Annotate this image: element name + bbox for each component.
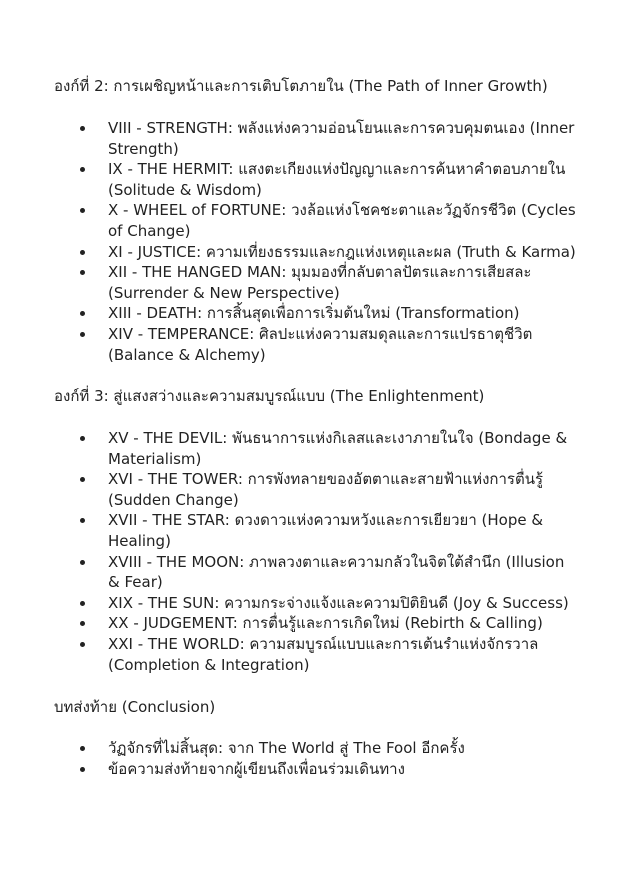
list-item	[0, 200, 629, 241]
list-item-text: วัฏจักรที่ไม่สิ้นสุด: จาก The World สู่ The Fool อีกครั้ง	[108, 739, 465, 757]
list-item-text: XVII - THE STAR: ดวงดาวแห่งความหวังและการเยียวยา (Hope & Healing)	[108, 511, 544, 550]
bullet-icon	[80, 270, 85, 275]
list-item	[0, 159, 629, 200]
list-item-text: XVIII - THE MOON: ภาพลวงตาและความกลัวในจิตใต้สำนึก (Illusion & Fear)	[108, 552, 565, 592]
bullet-icon	[80, 767, 85, 772]
bullet-icon	[80, 208, 85, 213]
list-item-text: VIII - STRENGTH: พลังแห่งความอ่อนโยนและการควบคุมตนเอง (Inner Strength)	[108, 119, 575, 158]
list-item	[0, 242, 629, 263]
act-2-card-list	[0, 118, 629, 365]
section-heading-conclusion: บทส่งท้าย (Conclusion)	[54, 698, 216, 716]
list-item-text: XII - THE HANGED MAN: มุมมองที่กลับตาลปัตรและการเสียสละ (Surrender & New Perspective)	[108, 263, 532, 302]
list-item-text: XI - JUSTICE: ความเที่ยงธรรมและกฎแห่งเหตุและผล (Truth & Karma)	[108, 242, 576, 261]
list-item	[0, 552, 629, 593]
section-heading-act-3: องก์ที่ 3: สู่แสงสว่างและความสมบูรณ์แบบ (The Enlightenment)	[54, 387, 485, 405]
list-item	[0, 759, 629, 780]
bullet-icon	[80, 311, 85, 316]
list-item-text: X - WHEEL of FORTUNE: วงล้อแห่งโชคชะตาและวัฏจักรชีวิต (Cycles of Change)	[108, 201, 576, 240]
list-item	[0, 428, 629, 469]
bullet-icon	[80, 250, 85, 255]
list-item	[0, 324, 629, 365]
bullet-icon	[80, 167, 85, 172]
list-item-text: ข้อความส่งท้ายจากผู้เขียนถึงเพื่อนร่วมเดินทาง	[108, 759, 405, 778]
bullet-icon	[80, 746, 85, 751]
bullet-icon	[80, 436, 85, 441]
list-item-text: XIX - THE SUN: ความกระจ่างแจ้งและความปิติยินดี (Joy & Success)	[108, 593, 569, 612]
list-item	[0, 613, 629, 634]
list-item-text: XIV - TEMPERANCE: ศิลปะแห่งความสมดุลและการแปรธาตุชีวิต (Balance & Alchemy)	[108, 324, 533, 364]
list-item	[0, 118, 629, 159]
bullet-icon	[80, 477, 85, 482]
list-item-text: XIII - DEATH: การสิ้นสุดเพื่อการเริ่มต้นใหม่ (Transformation)	[108, 304, 520, 323]
list-item-text: XX - JUDGEMENT: การตื่นรู้และการเกิดใหม่ (Rebirth & Calling)	[108, 614, 543, 633]
bullet-icon	[80, 601, 85, 606]
bullet-icon	[80, 332, 85, 337]
list-item	[0, 262, 629, 303]
bullet-icon	[80, 126, 85, 131]
list-item	[0, 634, 629, 675]
bullet-icon	[80, 560, 85, 565]
conclusion-list	[0, 738, 629, 779]
bullet-icon	[80, 518, 85, 523]
list-item-text: XVI - THE TOWER: การพังทลายของอัตตาและสายฟ้าแห่งการตื่นรู้ (Sudden Change)	[108, 470, 544, 509]
bullet-icon	[80, 621, 85, 626]
act-3-card-list	[0, 428, 629, 675]
list-item-text: XV - THE DEVIL: พันธนาการแห่งกิเลสและเงาภายในใจ (Bondage & Materialism)	[108, 429, 568, 468]
list-item	[0, 593, 629, 614]
list-item	[0, 738, 629, 759]
list-item	[0, 303, 629, 324]
section-heading-act-2: องก์ที่ 2: การเผชิญหน้าและการเติบโตภายใน (The Path of Inner Growth)	[54, 77, 548, 95]
bullet-icon	[80, 642, 85, 647]
list-item	[0, 510, 629, 551]
list-item	[0, 469, 629, 510]
list-item-text: IX - THE HERMIT: แสงตะเกียงแห่งปัญญาและการค้นหาคำตอบภายใน (Solitude & Wisdom)	[108, 160, 566, 199]
list-item-text: XXI - THE WORLD: ความสมบูรณ์แบบและการเต้นรำแห่งจักรวาล (Completion & Integration)	[108, 634, 539, 674]
